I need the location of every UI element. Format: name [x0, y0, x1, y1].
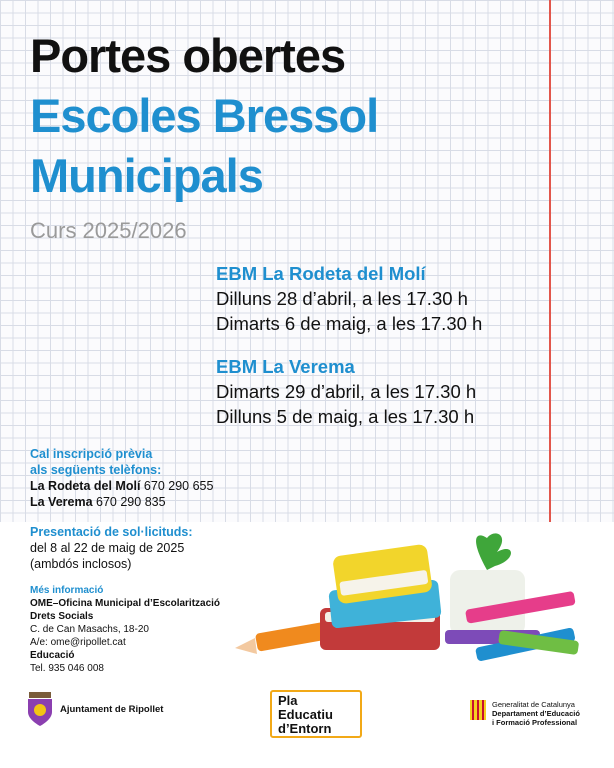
applications-dates: del 8 al 22 de maig de 2025: [30, 541, 185, 555]
org-department: Drets Socials: [30, 611, 94, 622]
title-line-3: Municipals: [30, 149, 263, 202]
books-icon: [320, 544, 442, 650]
ped-line-3: d’Entorn: [278, 721, 332, 736]
gen-line-3: i Formació Professional: [492, 718, 578, 727]
course-year: Curs 2025/2026: [30, 218, 187, 243]
title-line-2: Escoles Bressol: [30, 89, 379, 142]
ripollet-label: Ajuntament de Ripollet: [60, 703, 164, 715]
org-address: C. de Can Masachs, 18-20: [30, 624, 149, 635]
ripollet-logo: [26, 692, 163, 726]
contact-name: La Rodeta del Molí: [30, 479, 141, 493]
title-line-1: Portes obertes: [30, 29, 346, 82]
ped-line-2: Educatiu: [278, 707, 333, 722]
org-email[interactable]: A/e: ome@ripollet.cat: [30, 637, 126, 648]
generalitat-logo: [470, 700, 580, 727]
school-date: Dilluns 5 de maig, a les 17.30 h: [216, 406, 475, 427]
org-phone: Tel. 935 046 008: [30, 663, 104, 674]
margin-line: [549, 0, 551, 522]
generalitat-emblem-icon: [470, 700, 486, 720]
school-name: EBM La Verema: [216, 356, 355, 377]
more-info: [30, 584, 220, 675]
contact-phone: 670 290 655: [143, 479, 214, 493]
org-education: Educació: [30, 650, 75, 661]
school-date: Dilluns 28 d’abril, a les 17.30 h: [216, 288, 468, 309]
ped-line-1: Pla: [278, 693, 298, 708]
contact-row: [30, 494, 213, 510]
gen-line-1: Generalitat de Catalunya: [492, 700, 575, 709]
school-supplies-illustration: [225, 530, 605, 675]
ripollet-shield-icon: [26, 692, 54, 726]
org-name: OME–Oficina Municipal d’Escolarització: [30, 598, 221, 609]
school-date: Dimarts 29 d’abril, a les 17.30 h: [216, 381, 477, 402]
applications-note: (ambdós inclosos): [30, 557, 132, 571]
contact-phone: 670 290 835: [96, 495, 166, 509]
generalitat-text: [492, 700, 580, 727]
school-schedule-rodeta: [216, 261, 482, 336]
inscription-info: [30, 446, 213, 510]
gen-line-2: Departament d’Educació: [492, 709, 580, 718]
contact-row: [30, 478, 213, 494]
pla-educatiu-logo: [270, 690, 362, 738]
school-date: Dimarts 6 de maig, a les 17.30 h: [216, 313, 483, 334]
inscription-subheading: als següents telèfons:: [30, 463, 162, 477]
inscription-heading: Cal inscripció prèvia: [30, 447, 153, 461]
applications-info: [30, 524, 193, 572]
school-schedule-verema: [216, 354, 476, 429]
school-name: EBM La Rodeta del Molí: [216, 263, 426, 284]
contact-name: La Verema: [30, 495, 93, 509]
applications-heading: Presentació de sol·licituds:: [30, 525, 193, 539]
more-info-heading: Més informació: [30, 585, 104, 596]
